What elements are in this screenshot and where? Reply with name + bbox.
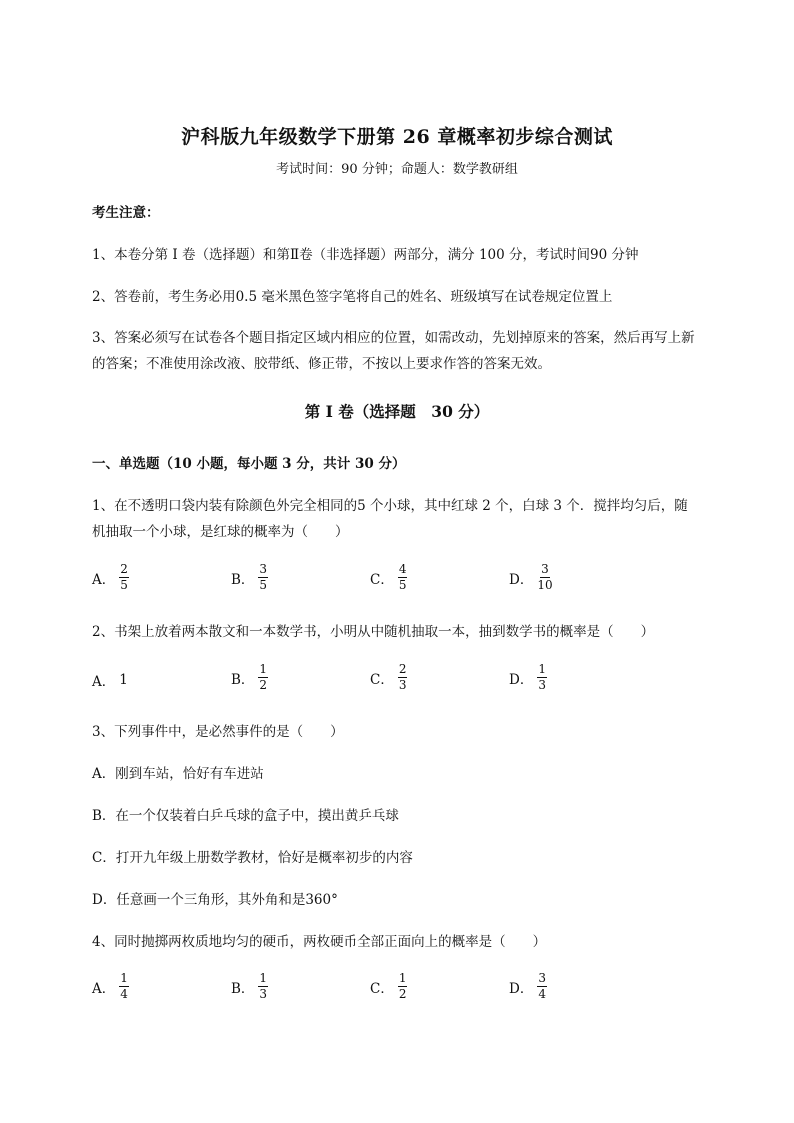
q3-option-d: D．任意画一个三角形，其外角和是360°	[92, 892, 338, 908]
fraction	[258, 563, 268, 592]
denominator: 5	[259, 578, 268, 592]
section-title: 第 I 卷（选择题 30 分）	[304, 402, 490, 421]
exam-info: 考试时间：90 分钟；命题人：数学教研组	[276, 162, 518, 177]
option-value: 1	[119, 672, 128, 688]
numerator: 1	[398, 971, 407, 985]
question-3-line-1: 3、下列事件中，是必然事件的是（ ）	[92, 724, 344, 740]
fraction	[398, 663, 408, 692]
denominator: 2	[398, 987, 407, 1001]
option-label: A．	[92, 980, 116, 997]
q4-option-a	[92, 972, 129, 1001]
denominator: 5	[398, 578, 407, 592]
q2-option-b	[231, 663, 268, 692]
numerator: 3	[259, 562, 268, 576]
question-1-line-2: 机抽取一个小球，是红球的概率为（ ）	[92, 524, 349, 540]
fraction	[537, 563, 552, 592]
page-title: 沪科版九年级数学下册第 26 章概率初步综合测试	[181, 126, 613, 148]
q4-option-c	[370, 972, 407, 1001]
denominator: 3	[259, 987, 268, 1001]
notice-item-3-cont: 的答案；不准使用涂改液、胶带纸、修正带，不按以上要求作答的答案无效。	[92, 356, 551, 372]
q1-option-b	[231, 563, 268, 592]
fraction	[398, 972, 408, 1001]
numerator: 1	[120, 971, 128, 985]
q2-option-c	[370, 663, 407, 692]
fraction	[398, 563, 408, 592]
q3-option-c: C．打开九年级上册数学教材，恰好是概率初步的内容	[92, 850, 413, 866]
numerator: 2	[398, 662, 407, 676]
numerator: 4	[398, 562, 407, 576]
option-label: D．	[509, 671, 534, 688]
fraction	[258, 663, 268, 692]
option-label: D．	[509, 571, 534, 588]
numerator: 1	[259, 971, 268, 985]
notice-item-1: 1、本卷分第 I 卷（选择题）和第Ⅱ卷（非选择题）两部分，满分 100 分，考试时间90 分钟	[92, 247, 639, 263]
q1-option-c	[370, 563, 407, 592]
denominator: 3	[538, 678, 546, 692]
option-label: A．	[92, 571, 116, 588]
question-4-line-1: 4、同时抛掷两枚质地均匀的硬币，两枚硬币全部正面向上的概率是（ ）	[92, 934, 547, 950]
option-label: B．	[231, 571, 255, 588]
fraction	[119, 563, 129, 592]
fraction	[119, 972, 129, 1001]
option-label: B．	[231, 671, 255, 688]
q2-option-d	[509, 663, 547, 692]
notice-item-3: 3、答案必须写在试卷各个题目指定区域内相应的位置，如需改动，先划掉原来的答案，然后再写上新	[92, 330, 695, 346]
denominator: 2	[259, 678, 268, 692]
option-label: C．	[370, 671, 394, 688]
q3-option-a: A．刚到车站，恰好有车进站	[92, 766, 264, 782]
option-label: D．	[509, 980, 534, 997]
fraction	[537, 663, 547, 692]
option-label: B．	[231, 980, 255, 997]
numerator: 1	[259, 662, 268, 676]
question-2-line-1: 2、书架上放着两本散文和一本数学书，小明从中随机抽取一本，抽到数学书的概率是（ ）	[92, 624, 655, 640]
denominator: 4	[120, 987, 128, 1001]
q1-option-a	[92, 563, 129, 592]
notice-heading: 考生注意：	[92, 205, 160, 221]
q1-option-d	[509, 563, 553, 592]
q3-option-b: B．在一个仅装着白乒乓球的盒子中，摸出黄乒乓球	[92, 808, 399, 824]
option-label: C．	[370, 980, 394, 997]
numerator: 1	[538, 662, 546, 676]
fraction	[258, 972, 268, 1001]
denominator: 3	[398, 678, 407, 692]
q4-option-d	[509, 972, 547, 1001]
numerator: 3	[538, 971, 546, 985]
denominator: 4	[538, 987, 546, 1001]
numerator: 2	[120, 562, 128, 576]
option-label: C．	[370, 571, 394, 588]
question-1-line-1: 1、在不透明口袋内装有除颜色外完全相同的5 个小球，其中红球 2 个，白球 3 个．搅拌均匀后，随	[92, 498, 688, 514]
part-heading: 一、单选题（10 小题，每小题 3 分，共计 30 分）	[92, 456, 406, 472]
notice-item-2: 2、答卷前，考生务必用0.5 毫米黑色签字笔将自己的姓名、班级填写在试卷规定位置上	[92, 289, 613, 305]
option-label: A．	[92, 674, 116, 690]
denominator: 10	[537, 578, 553, 592]
q4-option-b	[231, 972, 268, 1001]
denominator: 5	[120, 578, 128, 592]
fraction	[537, 972, 547, 1001]
numerator: 3	[541, 562, 549, 576]
q2-option-a	[92, 670, 128, 690]
